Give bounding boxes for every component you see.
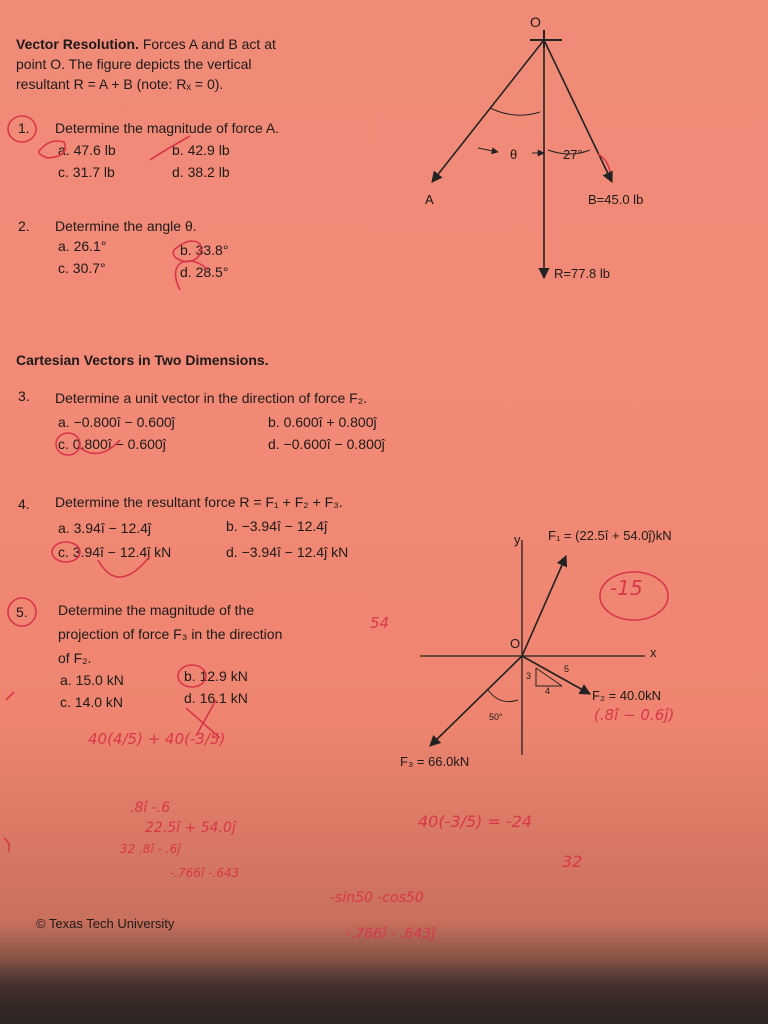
fig1-force-a-arrow (432, 40, 544, 182)
q2-option-d[interactable]: d. 28.5° (180, 264, 229, 280)
handwritten-work-line3: 22.5î + 54.0ĵ (145, 820, 236, 836)
question-4-number: 4. (18, 496, 30, 512)
fig1-force-a-label: A (425, 192, 434, 207)
q3-option-a[interactable]: a. −0.800î − 0.600ĵ (58, 414, 175, 430)
fig1-force-b-label: B=45.0 lb (588, 192, 644, 207)
fig2-triangle-side-3: 3 (526, 671, 532, 681)
q4-c-circle (52, 542, 80, 562)
fig1-origin-label: O (530, 14, 541, 30)
q5-b-circle (178, 665, 206, 687)
fig2-f2-label: F₂ = 40.0kN (592, 688, 661, 703)
fig1-resultant-label: R=77.8 lb (554, 266, 611, 281)
handwritten-unit-f2: (.8î − 0.6ĵ) (594, 706, 675, 724)
q4-option-c[interactable]: c. 3.94î − 12.4ĵ kN (58, 544, 172, 560)
table-edge-shadow (0, 960, 768, 1024)
fig2-f2-arrow (522, 656, 590, 694)
handwritten-work-right3: -sin50 -cos50 (330, 890, 424, 906)
q1-a-circle (39, 141, 65, 158)
margin-mark (6, 692, 14, 700)
q2-option-b[interactable]: b. 33.8° (180, 242, 229, 258)
handwritten-score: -15 (610, 576, 643, 600)
q3-option-b[interactable]: b. 0.600î + 0.800ĵ (268, 414, 377, 430)
fig2-f1-arrow (522, 556, 566, 656)
fig1-theta-arc (490, 108, 540, 115)
fig2-angle-label: 50° (489, 712, 503, 722)
q1-option-b[interactable]: b. 42.9 lb (172, 142, 230, 158)
q1-option-d[interactable]: d. 38.2 lb (172, 164, 230, 180)
question-4-prompt: Determine the resultant force R = F₁ + F₂ + F₃. (55, 494, 343, 510)
handwritten-54: 54 (370, 614, 390, 632)
q3-c-check (80, 440, 120, 453)
fig2-f3-arrow (430, 656, 522, 746)
question-1-number: 1. (18, 120, 30, 136)
question-3-prompt: Determine a unit vector in the direction of force F₂. (55, 390, 368, 406)
fig2-50-arc (488, 690, 518, 702)
score-circle (600, 572, 668, 620)
q3-option-d[interactable]: d. −0.600î − 0.800ĵ (268, 436, 385, 452)
handwritten-work-line4: 32 .8î - .6ĵ (120, 842, 181, 856)
q5-option-c[interactable]: c. 14.0 kN (60, 694, 124, 710)
fig2-triangle-side-5: 5 (564, 664, 570, 674)
handwritten-work-right1: 40(-3/5) = -24 (418, 812, 533, 831)
q3-c-circle (56, 433, 80, 455)
fig1-angle-label: 27° (563, 147, 583, 162)
fig1-theta-label: θ (510, 147, 518, 162)
copyright-footer: © Texas Tech University (36, 916, 175, 931)
fig2-f1-label: F₁ = (22.5î + 54.0ĵ)kN (548, 528, 672, 543)
handwritten-work-right4: -.766î - .643ĵ (346, 926, 436, 942)
q3-option-c[interactable]: c. 0.800î − 0.600ĵ (58, 436, 166, 452)
margin-mark-2 (4, 838, 9, 852)
q1-option-c[interactable]: c. 31.7 lb (58, 164, 115, 180)
handwritten-work-line5: -.766î -.643 (170, 866, 240, 880)
question-2-prompt: Determine the angle θ. (55, 218, 197, 234)
q4-option-b[interactable]: b. −3.94î − 12.4ĵ (226, 518, 328, 534)
fig2-origin-label: O (510, 636, 521, 651)
fig2-f3-label: F₃ = 66.0kN (400, 754, 470, 769)
handwritten-work-line1: 40(4/5) + 40(-3/5) (88, 730, 226, 748)
q4-option-d[interactable]: d. −3.94î − 12.4ĵ kN (226, 544, 349, 560)
q5-d-cross-b (196, 700, 216, 736)
red-ink-marks (4, 116, 668, 852)
figure-2-cartesian-diagram (420, 540, 645, 755)
fig2-y-axis-label: y (514, 532, 521, 547)
q2-option-c[interactable]: c. 30.7° (58, 260, 106, 276)
q5-number-circle (8, 598, 36, 626)
q1-b-check (150, 136, 190, 160)
figure-1-force-diagram (432, 30, 612, 278)
fig2-x-axis-label: x (650, 645, 657, 660)
handwritten-work-right2: 32 (562, 852, 583, 871)
vector-resolution-intro: Vector Resolution. Forces A and B act at point O. The figure depicts the vertical resultant R = A + B (note: Rₓ = 0). (16, 36, 276, 92)
question-5-number: 5. (16, 604, 28, 620)
fig2-triangle-side-4: 4 (545, 686, 551, 696)
handwritten-work-line2: .8î -.6 (130, 800, 171, 816)
q5-option-d[interactable]: d. 16.1 kN (184, 690, 248, 706)
fig1-27-arc (548, 150, 590, 154)
q4-option-a[interactable]: a. 3.94î − 12.4ĵ (58, 520, 152, 536)
q2-d-circle (175, 261, 208, 290)
q4-c-check (98, 556, 150, 577)
q5-option-b[interactable]: b. 12.9 kN (184, 668, 248, 684)
q2-option-a[interactable]: a. 26.1° (58, 238, 107, 254)
question-3-number: 3. (18, 388, 30, 404)
q5-option-a[interactable]: a. 15.0 kN (60, 672, 124, 688)
section-2-title: Cartesian Vectors in Two Dimensions. (16, 352, 269, 368)
question-2-number: 2. (18, 218, 30, 234)
q2-b-circle (173, 241, 201, 262)
fig1-theta-pointer (478, 148, 498, 152)
question-1-prompt: Determine the magnitude of force A. (55, 120, 280, 136)
question-5-prompt: Determine the magnitude of the projection of force F₃ in the direction of F₂. (58, 602, 283, 666)
q1-number-circle (8, 116, 36, 142)
fig1-force-b-arrow (544, 40, 612, 182)
q1-option-a[interactable]: a. 47.6 lb (58, 142, 116, 158)
